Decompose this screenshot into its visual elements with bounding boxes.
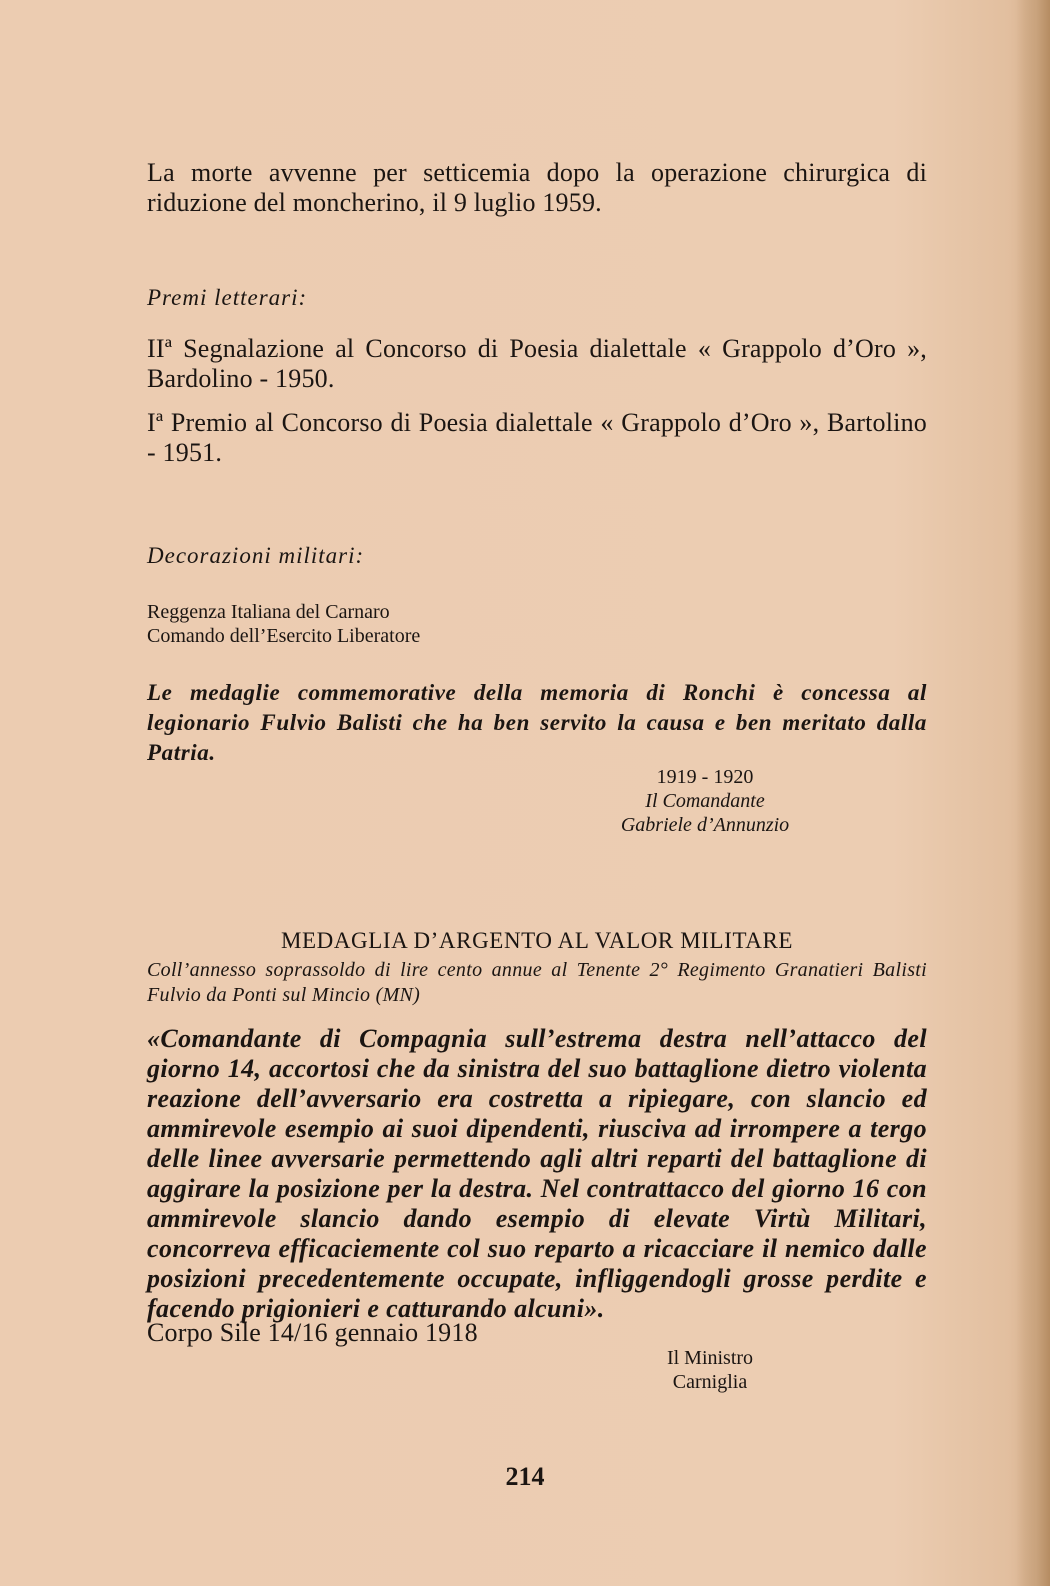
premio-item-2: Iª Premio al Concorso di Poesia dialettale « Grappolo d’Oro », Bartolino - 1951. [147,408,927,467]
premio-item-1: IIª Segnalazione al Concorso di Poesia dialettale « Grappolo d’Oro », Bardolino - 1950. [147,334,927,393]
medaglia-title: MEDAGLIA D’ARGENTO AL VALOR MILITARE [280,928,794,953]
premi-heading: Premi letterari: [147,285,308,310]
medaglia-subtitle: Coll’annesso soprassoldo di lire cento annue al Tenente 2° Regimento Granatieri Balisti Fulvio da Ponti sul Mincio (MN) [147,959,927,1006]
book-spine-shadow [1016,0,1050,1586]
commemorative-years: 1919 - 1920 [656,766,754,788]
commemorative-signer-name: Gabriele d’Annunzio [620,814,790,836]
death-paragraph: La morte avvenne per setticemia dopo la operazione chirurgica di riduzione del moncherino, il 9 luglio 1959. [147,158,927,217]
decorazioni-heading: Decorazioni militari: [147,543,365,568]
commemorative-citation: Le medaglie commemorative della memoria di Ronchi è concessa al legionario Fulvio Balisti che ha ben servito la causa e ben meritato dalla Patria. [147,680,927,765]
medaglia-signer-name: Carniglia [672,1371,748,1393]
page-number: 214 [505,1462,545,1491]
org-line-2: Comando dell’Esercito Liberatore [147,625,421,647]
medaglia-citation: «Comandante di Compagnia sull’estrema destra nell’attacco del giorno 14, accortosi che da sinistra del suo battaglione dietro violenta reazione dell’avversario era costretta a ripiegare, con slancio ed ammirevole esempio ai suoi dipendenti, riusciva ad irrompere a tergo delle linee avversarie permettendo agli altri reparti del battaglione di aggirare la posizione per la destra. Nel contrattacco del giorno 16 con ammirevole slancio dando esempio di elevate Virtù Militari, concorreva efficaciemente col suo reparto a ricacciare il nemico dalle posizioni precedentemente occupate, infliggendogli grosse perdite e facendo prigionieri e catturando alcuni». [147,1024,927,1323]
org-line-1: Reggenza Italiana del Carnaro [147,601,390,623]
medaglia-place-date: Corpo Sile 14/16 gennaio 1918 [147,1318,478,1347]
commemorative-signer-title: Il Comandante [645,790,765,812]
medaglia-signer-title: Il Ministro [666,1347,754,1369]
